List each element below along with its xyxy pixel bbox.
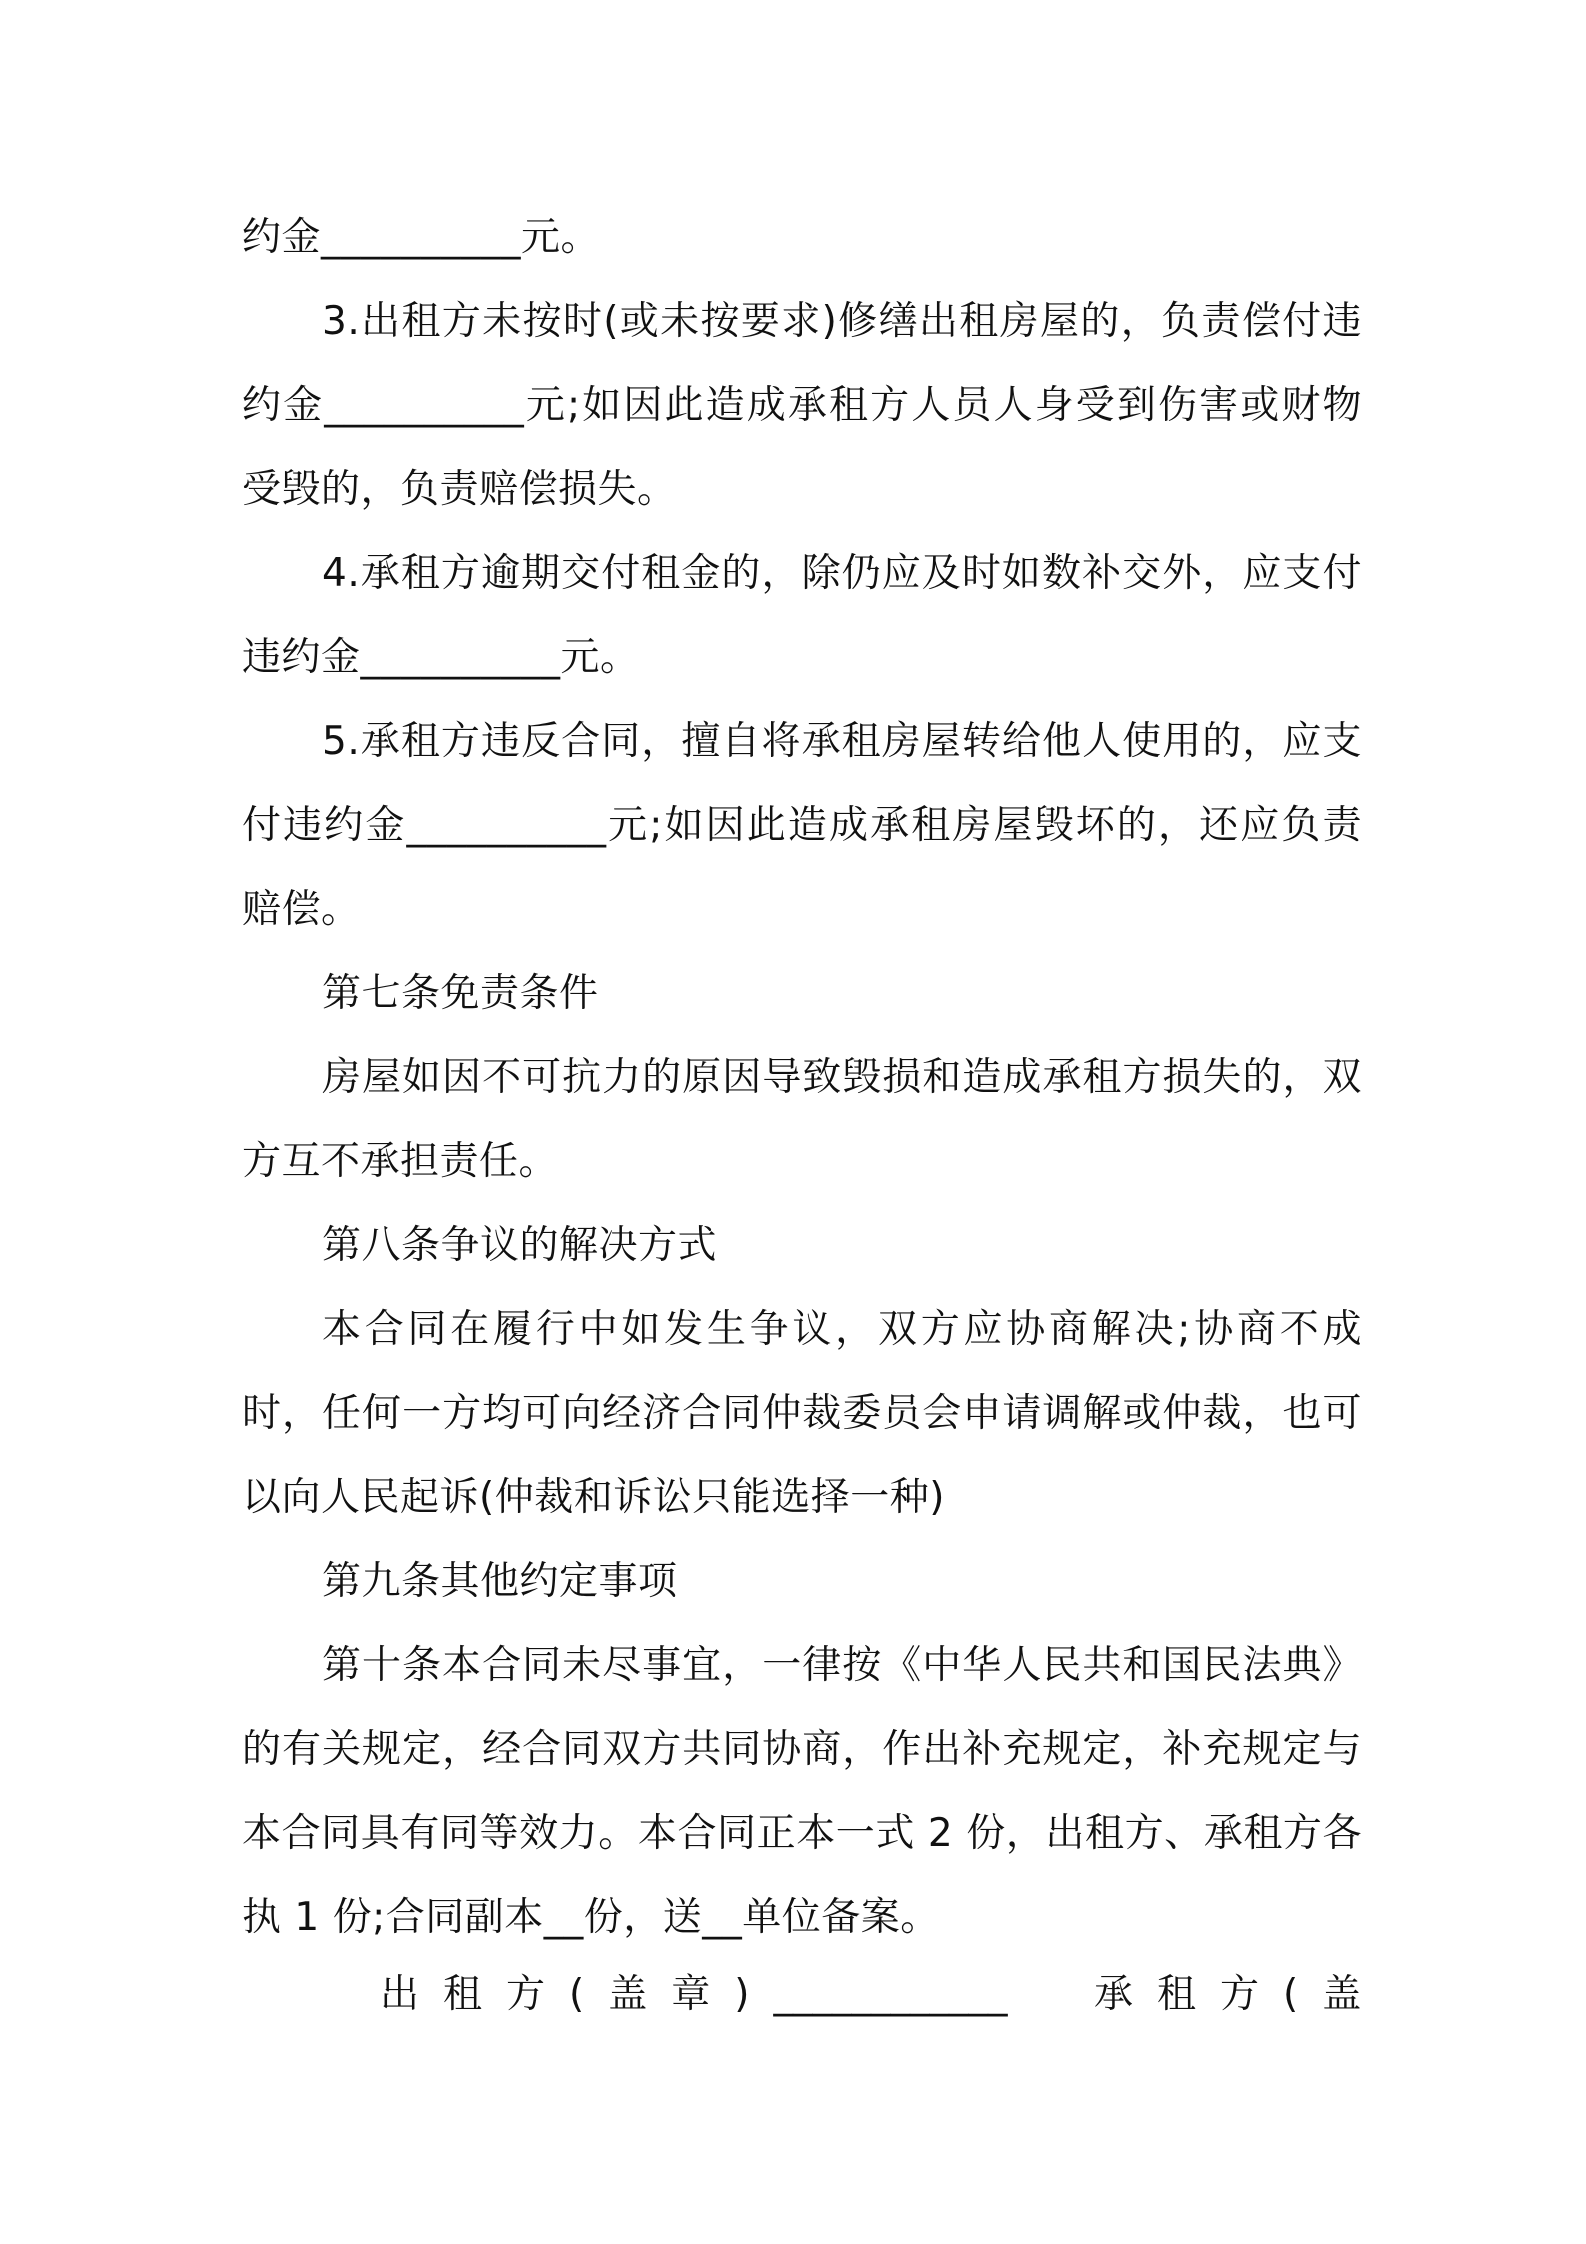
paragraph-clause-4: 4.承租方逾期交付租金的，除仍应及时如数补交外，应支付违约金__________元。 — [242, 551, 1362, 680]
paragraph-article-8: 本合同在履行中如发生争议，双方应协商解决;协商不成时，任何一方均可向经济合同仲裁委员会申请调解或仲裁，也可以向人民起诉(仲裁和诉讼只能选择一种) — [242, 1307, 1362, 1520]
lessor-signature-line — [380, 1953, 1007, 2037]
lessor-signature-label: 出租方(盖章) — [380, 1972, 774, 2017]
heading-article-7: 第七条免责条件 — [322, 971, 599, 1016]
paragraph-penalty-continued: 约金__________元。 — [242, 215, 601, 260]
lessee-signature-label: 承租方(盖 — [1094, 1972, 1386, 2017]
lessor-signature-blank: ____________ — [773, 1972, 1008, 2017]
paragraph-article-7: 房屋如因不可抗力的原因导致毁损和造成承租方损失的，双方互不承担责任。 — [242, 1055, 1362, 1184]
heading-article-9: 第九条其他约定事项 — [322, 1559, 678, 1604]
lessee-signature-line — [1094, 1953, 1385, 2037]
heading-article-8: 第八条争议的解决方式 — [322, 1223, 718, 1268]
paragraph-clause-5: 5.承租方违反合同，擅自将承租房屋转给他人使用的，应支付违约金__________元;如因此造成承租房屋毁坏的，还应负责赔偿。 — [242, 719, 1362, 932]
paragraph-article-10: 第十条本合同未尽事宜，一律按《中华人民共和国民法典》的有关规定，经合同双方共同协商，作出补充规定，补充规定与本合同具有同等效力。本合同正本一式 2 份，出租方、承租方各执 1 份;合同副本__份，送__单位备案。 — [242, 1643, 1362, 1940]
paragraph-clause-3: 3.出租方未按时(或未按要求)修缮出租房屋的，负责偿付违约金__________元;如因此造成承租方人员人身受到伤害或财物受毁的，负责赔偿损失。 — [242, 299, 1362, 512]
contract-body — [242, 196, 1362, 1960]
